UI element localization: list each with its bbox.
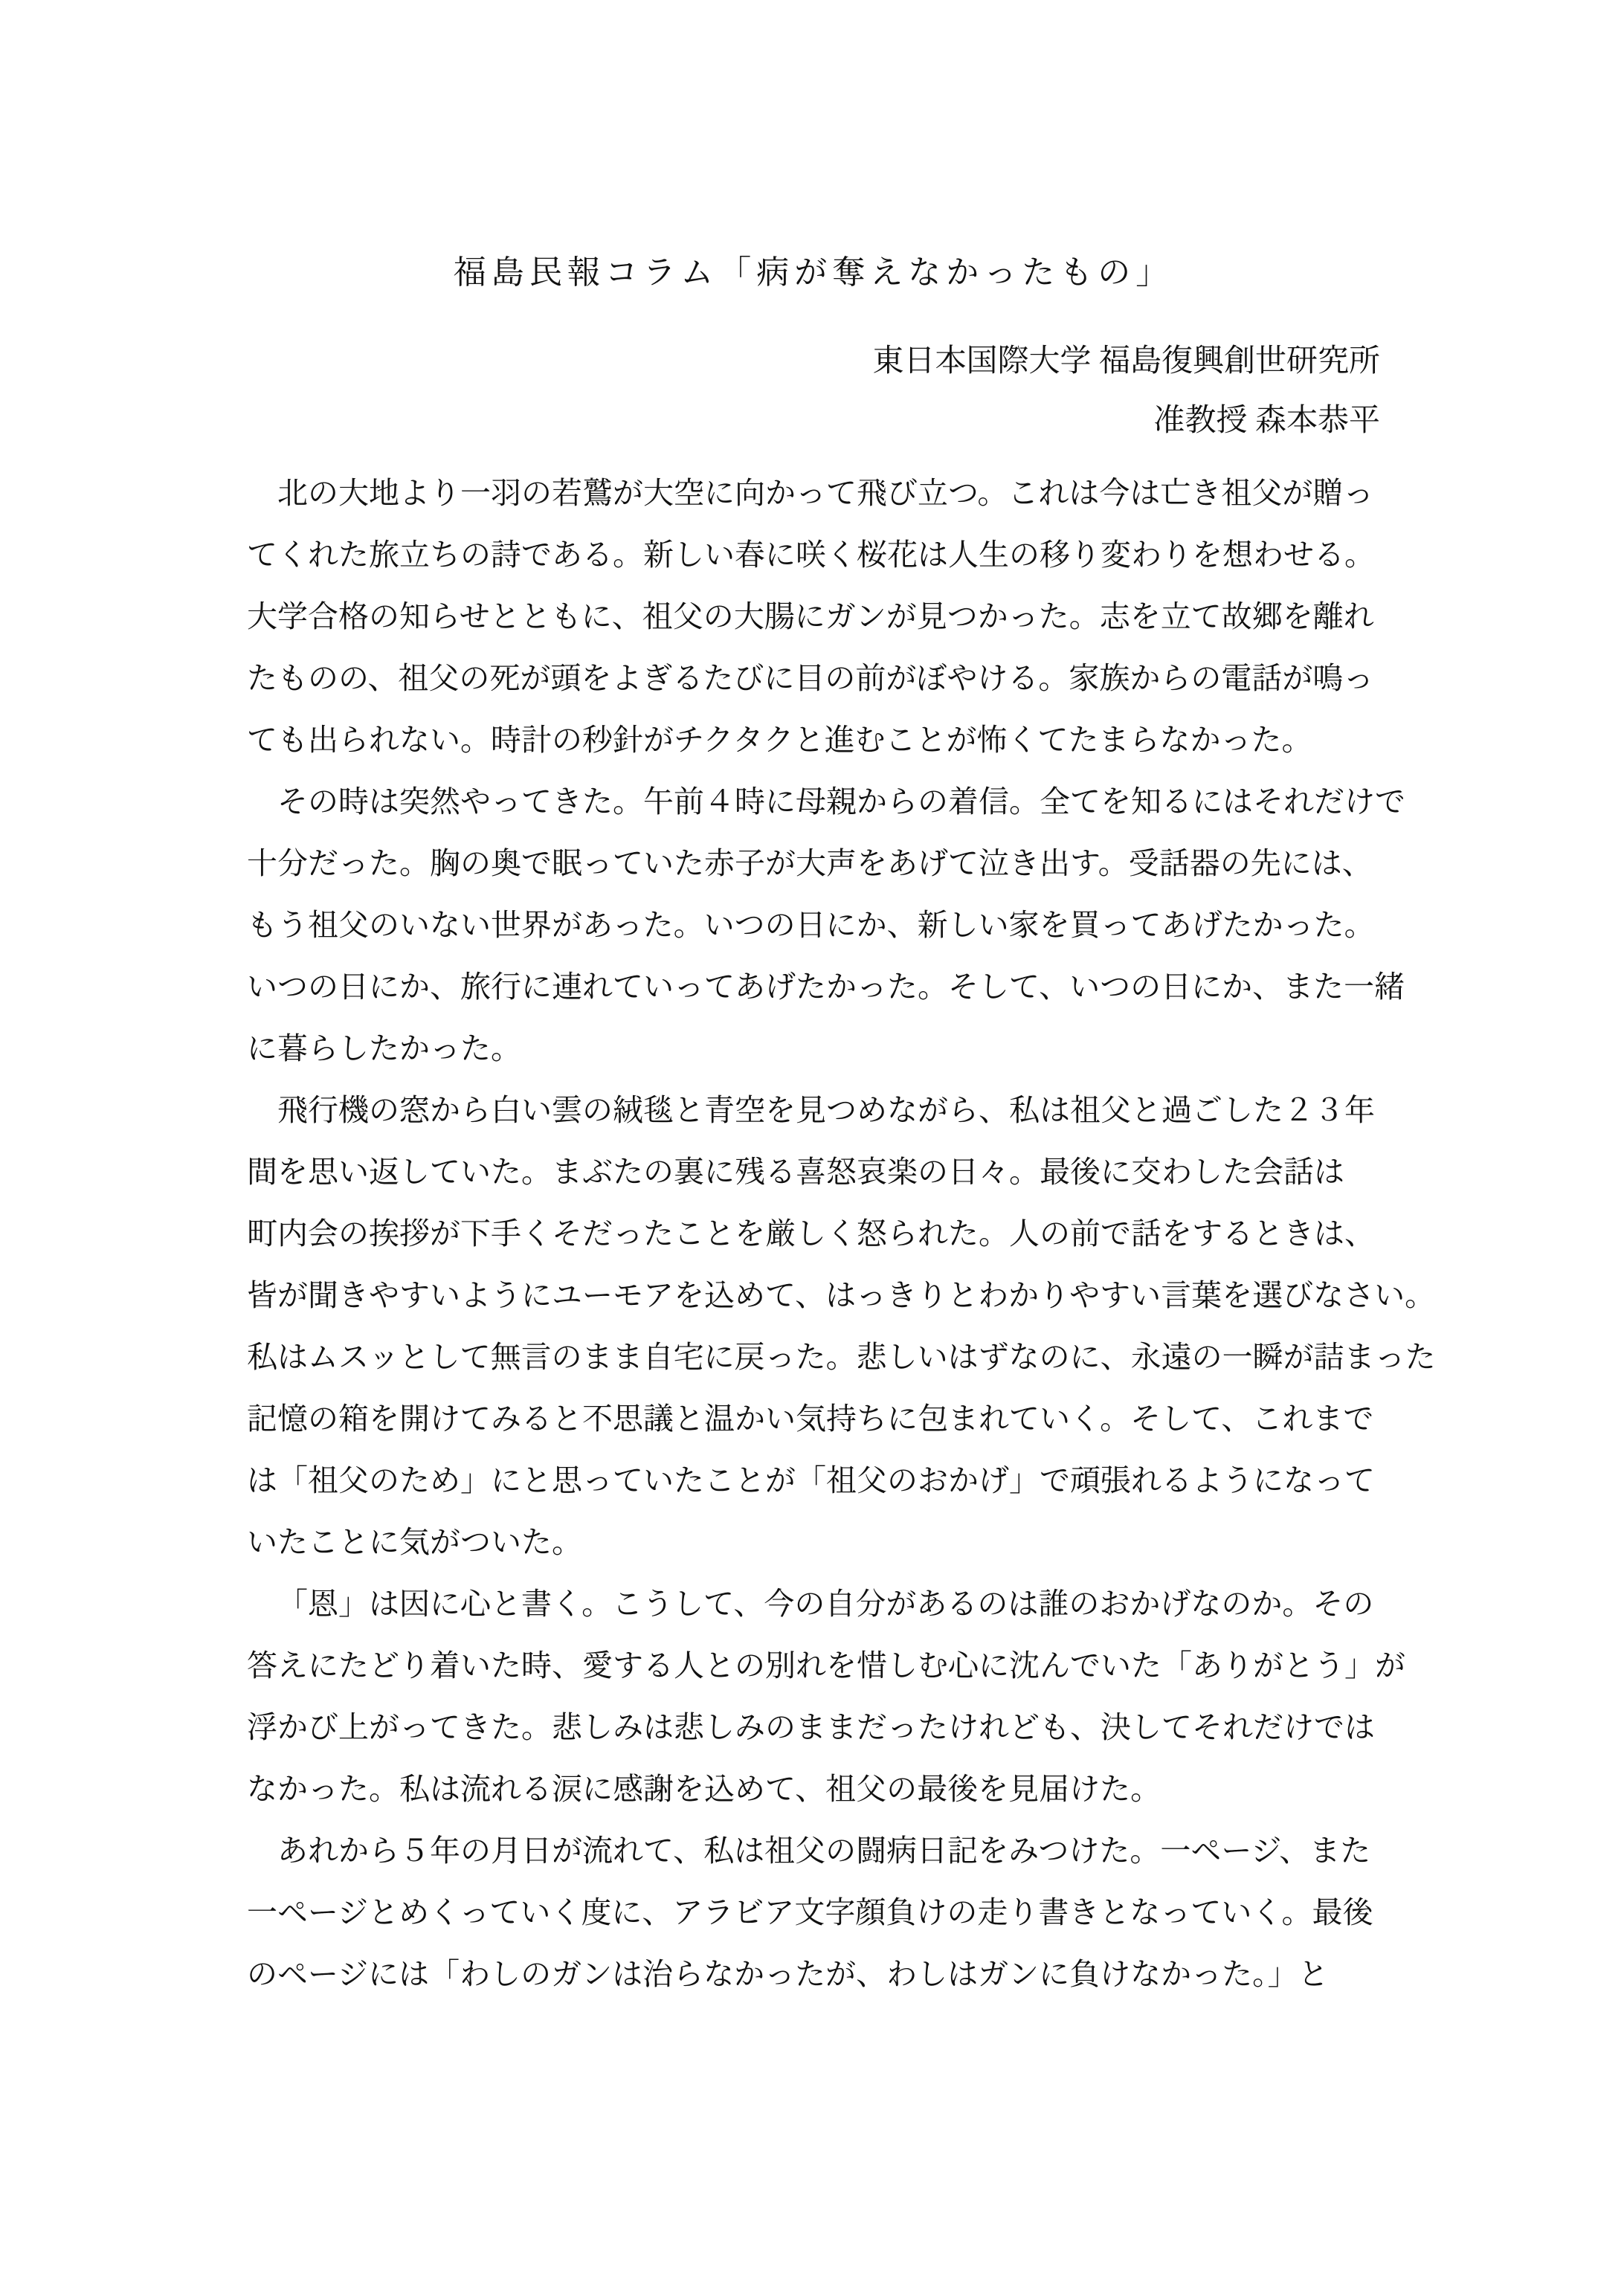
paragraph-1: [247, 462, 1380, 771]
text-line: 浮かび上がってきた。悲しみは悲しみのままだったけれども、決してそれだけでは: [247, 1710, 1375, 1744]
byline-affiliation: 東日本国際大学 福島復興創世研究所: [872, 344, 1380, 378]
text-line: 私はムスッとして無言のまま自宅に戻った。悲しいはずなのに、永遠の一瞬が詰まった: [247, 1340, 1436, 1374]
paragraph-5: [247, 1820, 1380, 2005]
text-line: に暮らしたかった。: [247, 1031, 521, 1065]
text-line: もう祖父のいない世界があった。いつの日にか、新しい家を買ってあげたかった。: [247, 908, 1375, 942]
byline-author: 准教授 森本恭平: [1153, 404, 1380, 438]
text-line: あれから５年の月日が流れて、私は祖父の闘病日記をみつけた。一ページ、また: [277, 1834, 1371, 1868]
text-line: たものの、祖父の死が頭をよぎるたびに目の前がぼやける。家族からの電話が鳴っ: [247, 661, 1374, 695]
text-line: 「恩」は因に心と書く。こうして、今の自分があるのは誰のおかげなのか。その: [277, 1587, 1374, 1621]
paragraph-2: [247, 771, 1405, 1080]
text-line: ても出られない。時計の秒針がチクタクと進むことが怖くてたまらなかった。: [247, 723, 1312, 757]
text-line: 北の大地より一羽の若鷲が大空に向かって飛び立つ。これは今は亡き祖父が贈っ: [277, 476, 1374, 510]
text-line: てくれた旅立ちの詩である。新しい春に咲く桜花は人生の移り変わりを想わせる。: [247, 538, 1375, 572]
text-line: 十分だった。胸の奥で眠っていた赤子が大声をあげて泣き出す。受話器の先には、: [247, 846, 1373, 880]
text-line: 大学合格の知らせとともに、祖父の大腸にガンが見つかった。志を立て故郷を離れ: [247, 599, 1374, 633]
paragraph-4: [247, 1573, 1405, 1820]
text-line: は「祖父のため」にと思っていたことが「祖父のおかげ」で頑張れるようになって: [247, 1463, 1375, 1497]
text-line: 飛行機の窓から白い雲の絨毯と青空を見つめながら、私は祖父と過ごした２３年: [277, 1093, 1375, 1127]
text-line: 間を思い返していた。まぶたの裏に残る喜怒哀楽の日々。最後に交わした会話は: [247, 1155, 1344, 1189]
page-title: 福島民報コラム「病が奪えなかったもの」: [453, 254, 1174, 291]
text-line: 皆が聞きやすいようにユーモアを込めて、はっきりとわかりやすい言葉を選びなさい。: [247, 1278, 1436, 1312]
document-body: [247, 462, 1436, 2005]
byline-block: [247, 332, 1380, 451]
text-line: のページには「わしのガンは治らなかったが、わしはガンに負けなかった。」と: [247, 1957, 1329, 1991]
paragraph-3: [247, 1080, 1436, 1573]
text-line: なかった。私は流れる涙に感謝を込めて、祖父の最後を見届けた。: [247, 1772, 1161, 1806]
text-line: 答えにたどり着いた時、愛する人との別れを惜しむ心に沈んでいた「ありがとう」が: [247, 1648, 1405, 1683]
text-line: 一ページとめくっていく度に、アラビア文字顔負けの走り書きとなっていく。最後: [247, 1895, 1373, 1929]
text-line: その時は突然やってきた。午前４時に母親からの着信。全てを知るにはそれだけで: [277, 784, 1405, 819]
text-line: いたことに気がついた。: [247, 1525, 582, 1559]
text-line: いつの日にか、旅行に連れていってあげたかった。そして、いつの日にか、また一緒: [247, 970, 1405, 1004]
text-line: 記憶の箱を開けてみると不思議と温かい気持ちに包まれていく。そして、これまで: [247, 1402, 1374, 1436]
text-line: 町内会の挨拶が下手くそだったことを厳しく怒られた。人の前で話をするときは、: [247, 1216, 1375, 1251]
